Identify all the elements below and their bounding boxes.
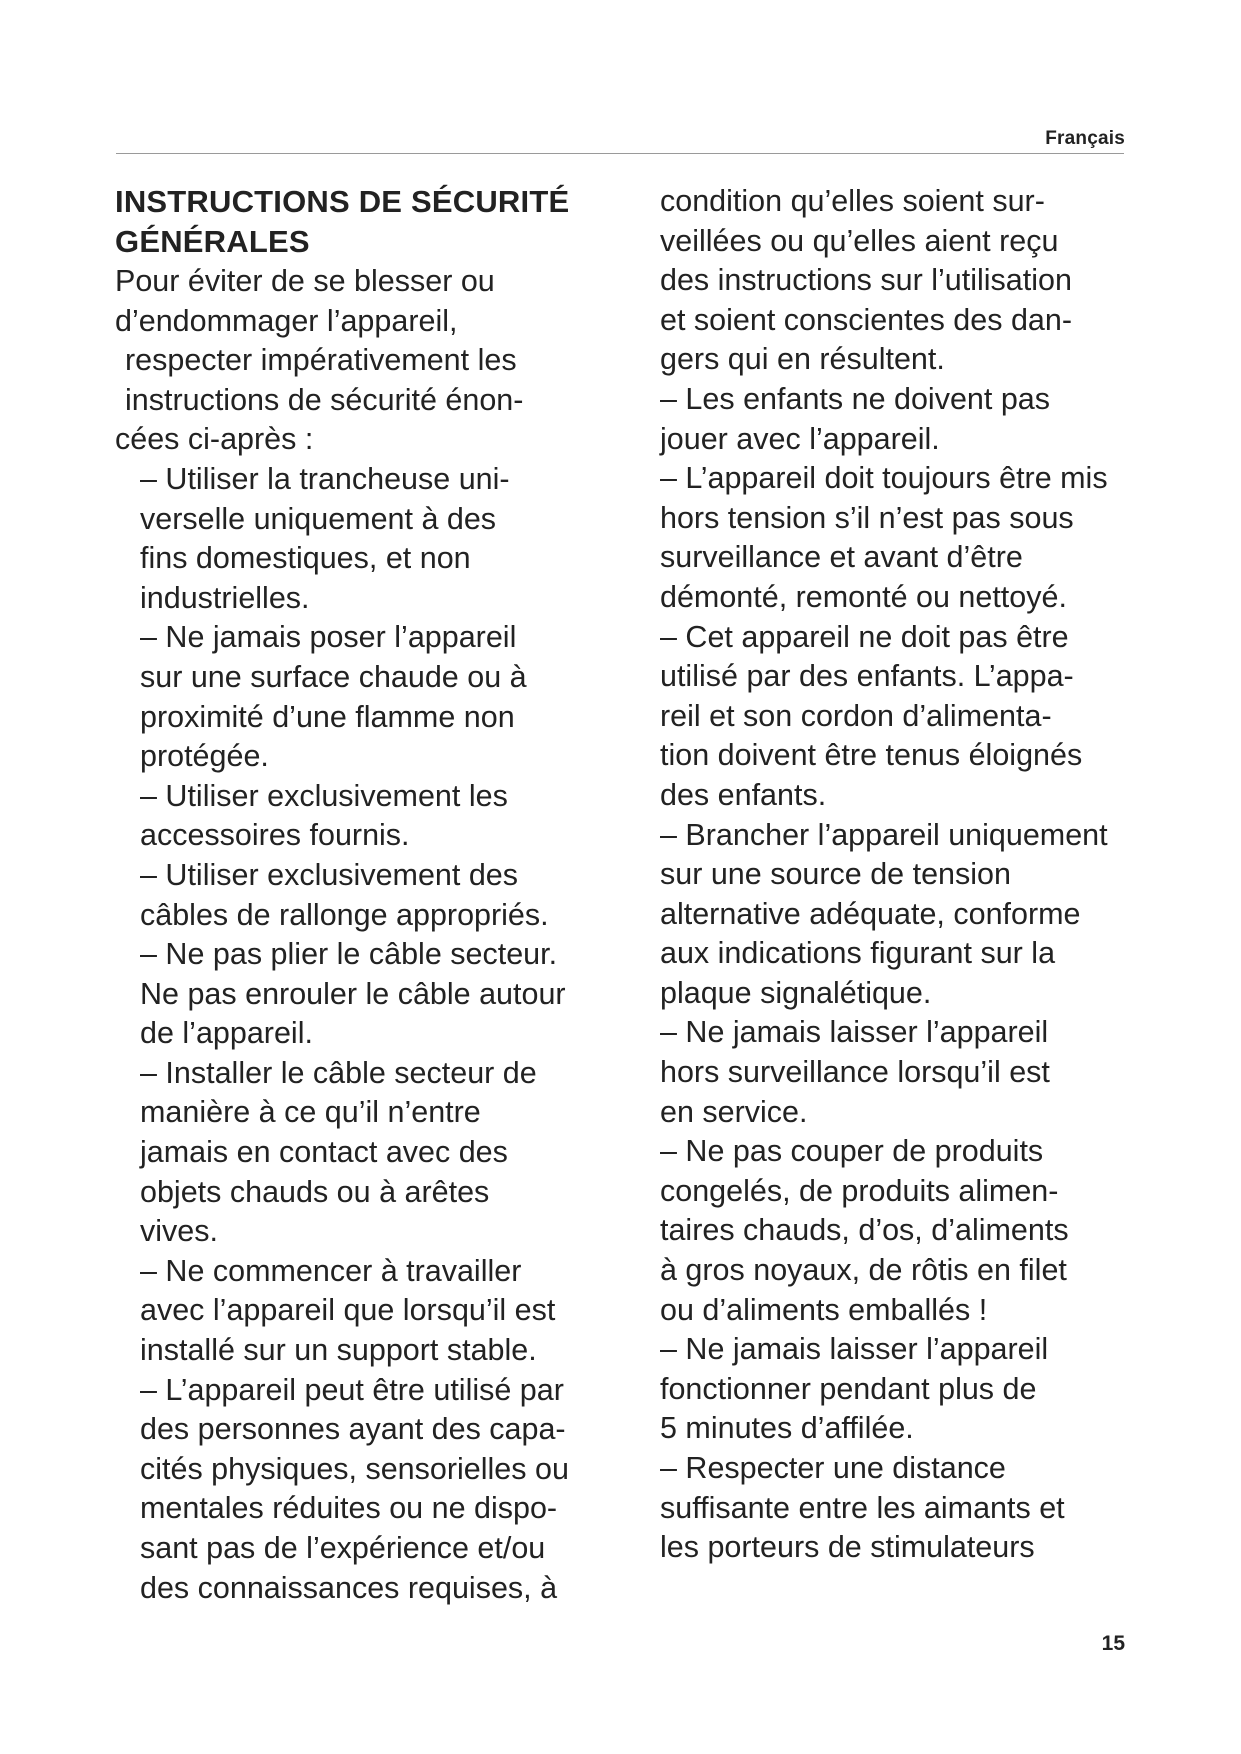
list-item-line: – Utiliser exclusivement des	[140, 857, 519, 892]
list-item-line: des connaissances requises, à	[140, 1570, 558, 1605]
text-line: – Les enfants ne doivent pas	[660, 381, 1051, 416]
text-line: alternative adéquate, conforme	[660, 896, 1081, 931]
text-line: gers qui en résultent.	[660, 342, 945, 377]
section-title-line: INSTRUCTIONS DE SÉCURITÉ	[115, 184, 570, 219]
text-line: respecter impérativement les	[125, 343, 517, 378]
intro-paragraph	[115, 262, 635, 460]
right-column	[660, 182, 1180, 1568]
text-line: ou d’aliments emballés !	[660, 1292, 988, 1327]
text-line: hors surveillance lorsqu’il est	[660, 1055, 1050, 1090]
list-item-line: de l’appareil.	[140, 1016, 313, 1051]
text-line: suffisante entre les aimants et	[660, 1490, 1065, 1525]
header-divider	[116, 153, 1124, 154]
list-item-line: – Ne commencer à travailler	[140, 1253, 522, 1288]
text-line: congelés, de produits alimen-	[660, 1173, 1059, 1208]
text-line: cées ci-après :	[115, 422, 314, 457]
text-line: condition qu’elles soient sur-	[660, 184, 1045, 218]
text-line: – Ne jamais laisser l’appareil	[660, 1015, 1049, 1050]
safety-instructions-list	[115, 460, 635, 1608]
list-item-line: protégée.	[140, 739, 269, 774]
list-item-line: cités physiques, sensorielles ou	[140, 1451, 569, 1486]
list-item-line: sant pas de l’expérience et/ou	[140, 1531, 546, 1565]
list-item-line: – Utiliser exclusivement les	[140, 778, 508, 813]
list-item-line: industrielles.	[140, 580, 310, 615]
list-item-line: verselle uniquement à des	[140, 501, 497, 536]
text-line: en service.	[660, 1094, 808, 1129]
list-item-line: des personnes ayant des capa-	[140, 1412, 566, 1447]
list-item-line: accessoires fournis.	[140, 818, 410, 853]
text-line: veillées ou qu’elles aient reçu	[660, 223, 1059, 258]
text-line: instructions de sécurité énon-	[125, 382, 524, 417]
list-item-line: installé sur un support stable.	[140, 1333, 537, 1368]
list-item-line: – Utiliser la trancheuse uni-	[140, 461, 510, 496]
list-item-line: vives.	[140, 1214, 218, 1249]
text-line: surveillance et avant d’être	[660, 540, 1023, 575]
text-line: hors tension s’il n’est pas sous	[660, 500, 1074, 535]
list-item-line: – Installer le câble secteur de	[140, 1055, 537, 1090]
left-column	[115, 182, 635, 1608]
text-line: – L’appareil doit toujours être mis	[660, 461, 1108, 496]
list-item-line: jamais en contact avec des	[140, 1135, 508, 1170]
list-item-line: sur une surface chaude ou à	[140, 659, 527, 694]
text-line: plaque signalétique.	[660, 975, 932, 1010]
text-line: démonté, remonté ou nettoyé.	[660, 579, 1067, 614]
text-line: – Ne jamais laisser l’appareil	[660, 1332, 1049, 1367]
list-item-line: – Ne jamais poser l’appareil	[140, 620, 517, 655]
list-item-line: avec l’appareil que lorsqu’il est	[140, 1293, 556, 1328]
text-line: – Ne pas couper de produits	[660, 1134, 1044, 1169]
text-line: d’endommager l’appareil,	[115, 303, 458, 338]
list-item-line: proximité d’une flamme non	[140, 699, 515, 734]
text-line: utilisé par des enfants. L’appa-	[660, 659, 1074, 694]
text-line: à gros noyaux, de rôtis en filet	[660, 1253, 1067, 1288]
list-item-line: Ne pas enrouler le câble autour	[140, 976, 566, 1011]
text-line: les porteurs de stimulateurs	[660, 1530, 1035, 1565]
list-item-line: objets chauds ou à arêtes	[140, 1174, 490, 1209]
text-line: – Cet appareil ne doit pas être	[660, 619, 1069, 654]
text-line: taires chauds, d’os, d’aliments	[660, 1213, 1069, 1248]
list-item-line: câbles de rallonge appropriés.	[140, 897, 549, 932]
text-line: tion doivent être tenus éloignés	[660, 738, 1083, 773]
text-line: – Brancher l’appareil uniquement	[660, 817, 1108, 852]
list-item-line: manière à ce qu’il n’entre	[140, 1095, 481, 1130]
text-line: des enfants.	[660, 777, 827, 812]
text-line: reil et son cordon d’alimenta-	[660, 698, 1052, 733]
section-title	[115, 182, 635, 262]
list-item-line: – L’appareil peut être utilisé par	[140, 1372, 564, 1407]
page-number: 15	[1101, 1632, 1125, 1655]
list-item-line: mentales réduites ou ne dispo-	[140, 1491, 558, 1526]
header-language-label: Français	[1045, 128, 1125, 149]
text-line: fonctionner pendant plus de	[660, 1371, 1037, 1406]
text-line: des instructions sur l’utilisation	[660, 263, 1072, 298]
text-line: et soient conscientes des dan-	[660, 302, 1073, 337]
text-line: sur une source de tension	[660, 857, 1011, 892]
list-item-line: fins domestiques, et non	[140, 541, 471, 576]
text-line: jouer avec l’appareil.	[660, 421, 940, 456]
text-line: Pour éviter de se blesser ou	[115, 264, 495, 298]
text-line: – Respecter une distance	[660, 1451, 1006, 1485]
text-line: 5 minutes d’affilée.	[660, 1411, 914, 1446]
section-title-line: GÉNÉRALES	[115, 224, 310, 259]
list-item-line: – Ne pas plier le câble secteur.	[140, 937, 558, 972]
text-line: aux indications figurant sur la	[660, 936, 1056, 971]
